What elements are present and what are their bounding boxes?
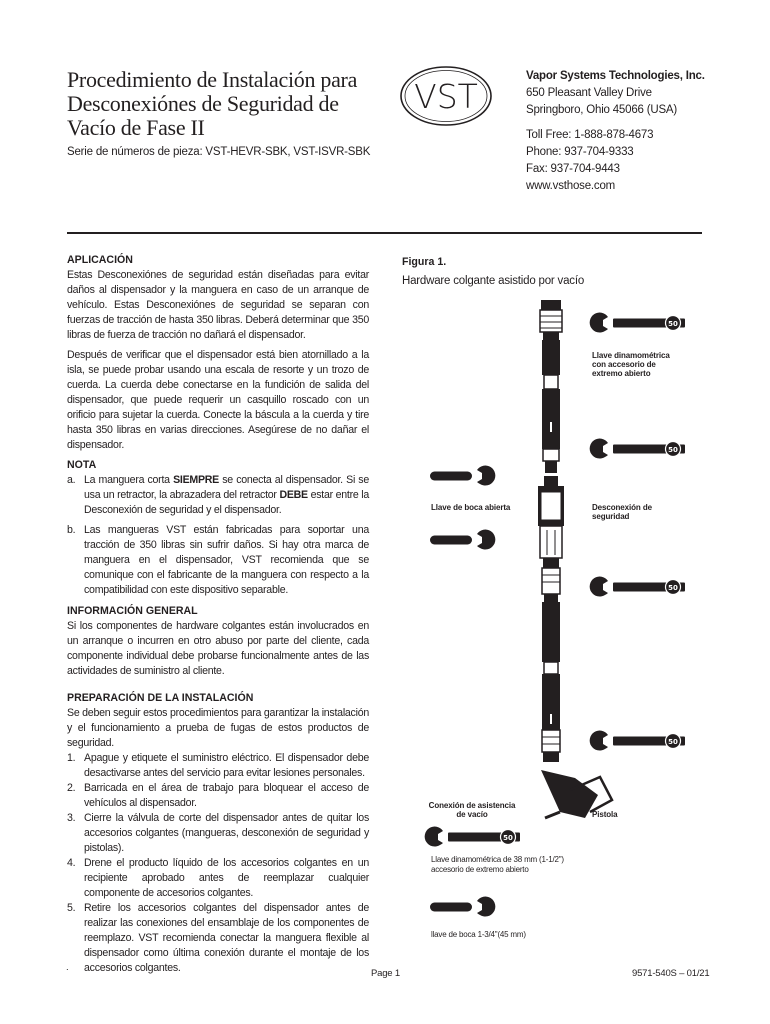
torque-value: 50 <box>668 446 678 454</box>
nota-a-text-2: se conecta al dispensador. Si se usa un retractor, la abrazadera del retractor <box>84 474 369 501</box>
step-text: Cierre la válvula de corte del dispensador antes de quitar los accesorios colgantes (mangueras, desconexión de seguridad y pistolas). <box>84 812 369 854</box>
figure-hardware-diagram <box>395 290 705 950</box>
hose-fitting-lower <box>542 568 560 762</box>
company-name: Vapor Systems Technologies, Inc. <box>526 70 705 82</box>
part-number-series: Serie de números de pieza: VST-HEVR-SBK, VST-ISVR-SBK <box>67 146 371 158</box>
label-line: Desconexión de <box>592 503 652 512</box>
step-number: 1. <box>67 752 76 764</box>
company-phone: Phone: 937-704-9333 <box>526 146 634 158</box>
torque-wrench-icon <box>590 731 685 751</box>
figure-label: Figura 1. <box>402 256 447 268</box>
torque-wrench-icon <box>590 577 685 597</box>
page-number: Page 1 <box>371 968 400 979</box>
legend-open-wrench-text: llave de boca 1-3/4"(45 mm) <box>431 930 526 939</box>
label-line: Conexión de asistencia <box>428 801 516 810</box>
company-info <box>526 68 705 195</box>
hose-fitting-2 <box>542 375 560 473</box>
label-line: seguridad <box>592 512 630 521</box>
prep-heading: PREPARACIÓN DE LA INSTALACIÓN <box>67 692 254 704</box>
nota-b-text: Las mangueras VST están fabricadas para soportar una tracción de 350 libras sin sufrir daños. Si hay otra marca de manguera en el dispensador, VST recomienda que se comunique con el fabricante de la manguera con respecto a la compatibilidad con este dispositivo separable. <box>84 524 369 596</box>
open-end-wrench-icon <box>430 530 495 550</box>
hose-fitting-top <box>540 300 562 340</box>
torque-value: 50 <box>668 584 678 592</box>
legend-line: accesorio de extremo abierto <box>431 865 529 874</box>
nota-b-marker: b. <box>67 524 76 536</box>
label-line: con accesorio de <box>592 360 656 369</box>
torque-value: 50 <box>668 738 678 746</box>
document-title: Procedimiento de Instalación para Desconexiónes de Seguridad de Vacío de Fase II <box>67 67 358 140</box>
figure-caption: Hardware colgante asistido por vacío <box>402 275 585 287</box>
nota-list <box>67 473 369 598</box>
prep-step <box>67 781 369 811</box>
label-conexion-asistencia <box>420 801 524 819</box>
step-number: 5. <box>67 902 76 914</box>
legend-line: Llave dinamométrica de 38 mm (1-1/2") <box>431 855 564 864</box>
prep-step <box>67 751 369 781</box>
company-fax: Fax: 937-704-9443 <box>526 163 620 175</box>
info-heading: INFORMACIÓN GENERAL <box>67 605 198 617</box>
torque-wrench-icon <box>590 439 685 459</box>
prep-step <box>67 811 369 856</box>
torque-wrench-icon <box>590 313 685 333</box>
step-number: 2. <box>67 782 76 794</box>
aplicacion-paragraph-1: Estas Desconexiónes de seguridad están diseñadas para evitar daños al dispensador y la manguera en caso de un arranque de vehículo. Estas Desconexiónes de seguridad se separan con fuerzas de tracción de hasta 350 libras. Deberá determinar que 350 libras de fuerza de tracción no dañará el dispensador. <box>67 269 369 341</box>
nota-a-text-3: estar entre la Desconexión de seguridad y el dispensador. <box>84 489 370 516</box>
open-end-wrench-icon <box>430 466 495 486</box>
header-divider <box>67 232 702 234</box>
legend-torque-wrench-text <box>431 855 564 875</box>
label-llave-boca-abierta: Llave de boca abierta <box>431 503 511 512</box>
torque-value: 50 <box>668 320 678 328</box>
vst-logo <box>399 65 493 127</box>
step-text: Retire los accesorios colgantes del dispensador antes de realizar las conexiones del ensamblaje de los componentes de reemplazo. VST recomienda conectar la manguera flexible al dispensador como última conexión durante el montaje de los accesorios colgantes. <box>84 902 369 974</box>
footer-mark: . <box>66 962 69 973</box>
label-pistola: Pistola <box>592 810 618 819</box>
left-column <box>67 253 369 982</box>
aplicacion-paragraph-2: Después de verificar que el dispensador está bien atornillado a la isla, se puede probar usando una escala de resorte y un trozo de cuerda. La cuerda debe conectarse en la fundición de salida del dispensador, que puede requerir un casquillo roscado con un orificio para sujetar la cuerda. Conecte la báscula a la cuerda y tire hasta 350 libras en varias direcciones. Asegúrese de no dañar el dispensador. <box>67 349 369 451</box>
label-llave-dinamometrica <box>592 351 670 378</box>
step-text: Drene el producto líquido de los accesorios colgantes en un recipiente aprobado antes de reemplazar cualquier componente de accesorios colgantes. <box>84 857 369 899</box>
nota-a-text-1: La manguera corta <box>84 474 174 486</box>
step-text: Apague y etiquete el suministro eléctrico. El dispensador debe desactivarse antes del servicio para evitar lesiones personales. <box>84 752 369 779</box>
info-paragraph: Si los componentes de hardware colgantes están involucrados en un arranque o incurren en otro abuso por parte del cliente, cada componente individual debe probarse funcionalmente antes de las actividades de suministro al cliente. <box>67 620 369 677</box>
step-number: 4. <box>67 857 76 869</box>
breakaway-body <box>538 476 564 568</box>
document-code: 9571-540S – 01/21 <box>632 968 710 979</box>
step-text: Barricada en el área de trabajo para bloquear el acceso de vehículos al dispensador. <box>84 782 369 809</box>
prep-steps <box>67 751 369 976</box>
step-number: 3. <box>67 812 76 824</box>
nota-heading: NOTA <box>67 459 97 471</box>
nota-a-marker: a. <box>67 474 76 486</box>
company-tollfree: Toll Free: 1-888-878-4673 <box>526 129 654 141</box>
prep-step <box>67 856 369 901</box>
company-city: Springboro, Ohio 45066 (USA) <box>526 104 678 116</box>
company-street: 650 Pleasant Valley Drive <box>526 87 652 99</box>
nota-a-emphasis-2: DEBE <box>279 489 308 501</box>
aplicacion-heading: APLICACIÓN <box>67 254 133 266</box>
company-website: www.vsthose.com <box>526 180 616 192</box>
label-line: de vacío <box>456 810 488 819</box>
torque-value: 50 <box>503 834 513 842</box>
prep-paragraph: Se deben seguir estos procedimientos para garantizar la instalación y el funcionamiento a prueba de fugas de estos productos de seguridad. <box>67 707 369 749</box>
logo-text: VST <box>414 77 478 116</box>
label-desconexion-seguridad <box>592 503 652 521</box>
hose-segment-1 <box>542 340 560 375</box>
label-line: extremo abierto <box>592 369 651 378</box>
nota-item-b <box>67 523 369 598</box>
legend-torque-wrench-icon <box>425 827 520 847</box>
nota-item-a <box>67 473 369 518</box>
legend-open-end-wrench-icon <box>430 897 495 917</box>
prep-step <box>67 901 369 976</box>
label-line: Llave dinamométrica <box>592 351 670 360</box>
nota-a-emphasis-1: SIEMPRE <box>173 474 219 486</box>
